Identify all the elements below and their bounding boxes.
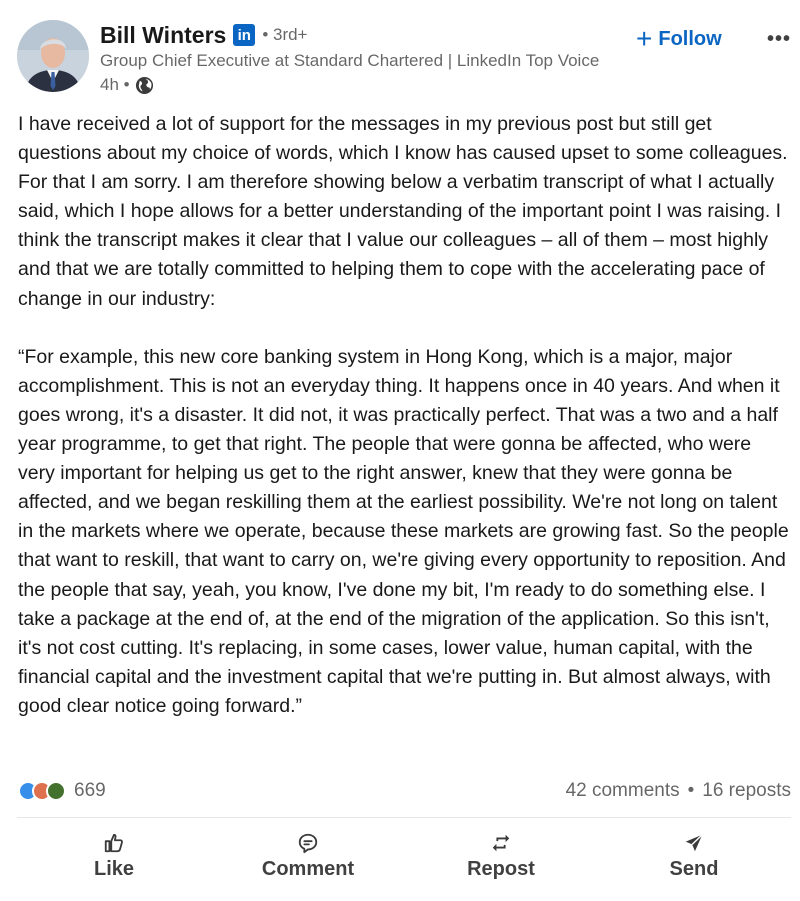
reaction-count: 669: [74, 780, 106, 801]
more-options-icon[interactable]: •••: [766, 27, 791, 50]
thumbs-up-icon: [103, 832, 125, 854]
author-photo: [17, 20, 89, 92]
reposts-count-link[interactable]: 16 reposts: [702, 780, 791, 801]
post-meta: [100, 74, 154, 96]
post-paragraph: I have received a lot of support for the messages in my previous post but still get questions about my choice of words, which I know has caused upset to some colleagues. For that I am sorry. I am therefore showing below a verbatim transcript of what I actually said, which I hope allows for a better understanding of the important point I was raising. I think the transcript makes it clear that I value our colleagues – all of them – most highly and that we are totally committed to helping them to cope with the accelerating pace of change in our industry:: [18, 113, 788, 310]
comment-button[interactable]: [238, 826, 378, 886]
repost-arrows-icon: [490, 832, 512, 854]
author-name-row: [100, 20, 308, 50]
linkedin-premium-icon: in: [233, 24, 255, 46]
post-paragraph: “For example, this new core banking system in Hong Kong, which is a major, major accomplishment. This is not an everyday thing. It happens once in 40 years. And when it goes wrong, it's a disaster. It did not, it was practically perfect. That was a two and a half year programme, to get that right. The people that were gonna be affected, who were very important for helping us get to the right answer, knew that they were gonna be affected, and we began reskilling them at the earliest possibility. We're not long on talent in the markets where we operate, because these markets are growing fast. So the people that want to reskill, that want to carry on, we're giving every opportunity to reposition. And the people that say, yeah, you know, I've done my bit, I'm ready to do something else. I take a package at the end of, at the end of the migration of the application. So this isn't, it's not cost cutting. It's replacing, in some cases, lower value, human capital, with the financial capital and the investment capital that we're putting in. But almost always, with good clear notice going forward.”: [18, 345, 789, 717]
comment-bubble-icon: [297, 832, 319, 854]
post-action-bar: [0, 820, 800, 890]
like-button[interactable]: [44, 826, 184, 886]
repost-label: Repost: [467, 857, 535, 880]
celebrate-reaction-icon: [46, 781, 66, 801]
author-name[interactable]: Bill Winters: [100, 21, 227, 48]
engagement-counts: [566, 778, 791, 804]
follow-label: Follow: [658, 27, 722, 50]
post-body: [18, 110, 792, 721]
paper-plane-icon: [683, 832, 705, 854]
comments-count-link[interactable]: 42 comments: [565, 780, 680, 801]
send-label: Send: [669, 857, 719, 880]
author-headline: Group Chief Executive at Standard Chartered | LinkedIn Top Voice: [100, 51, 600, 70]
separator-dot: •: [687, 780, 695, 801]
follow-button[interactable]: [636, 24, 722, 54]
post-timestamp: 4h •: [100, 75, 130, 94]
plus-icon: +: [636, 23, 653, 54]
divider: [17, 817, 791, 818]
send-button[interactable]: [624, 826, 764, 886]
author-avatar[interactable]: [17, 20, 89, 92]
repost-button[interactable]: [431, 826, 571, 886]
comment-label: Comment: [261, 857, 355, 880]
connection-degree: • 3rd+: [262, 25, 308, 44]
reactions-summary[interactable]: [18, 778, 106, 804]
globe-icon: [135, 76, 154, 95]
like-label: Like: [93, 857, 135, 880]
